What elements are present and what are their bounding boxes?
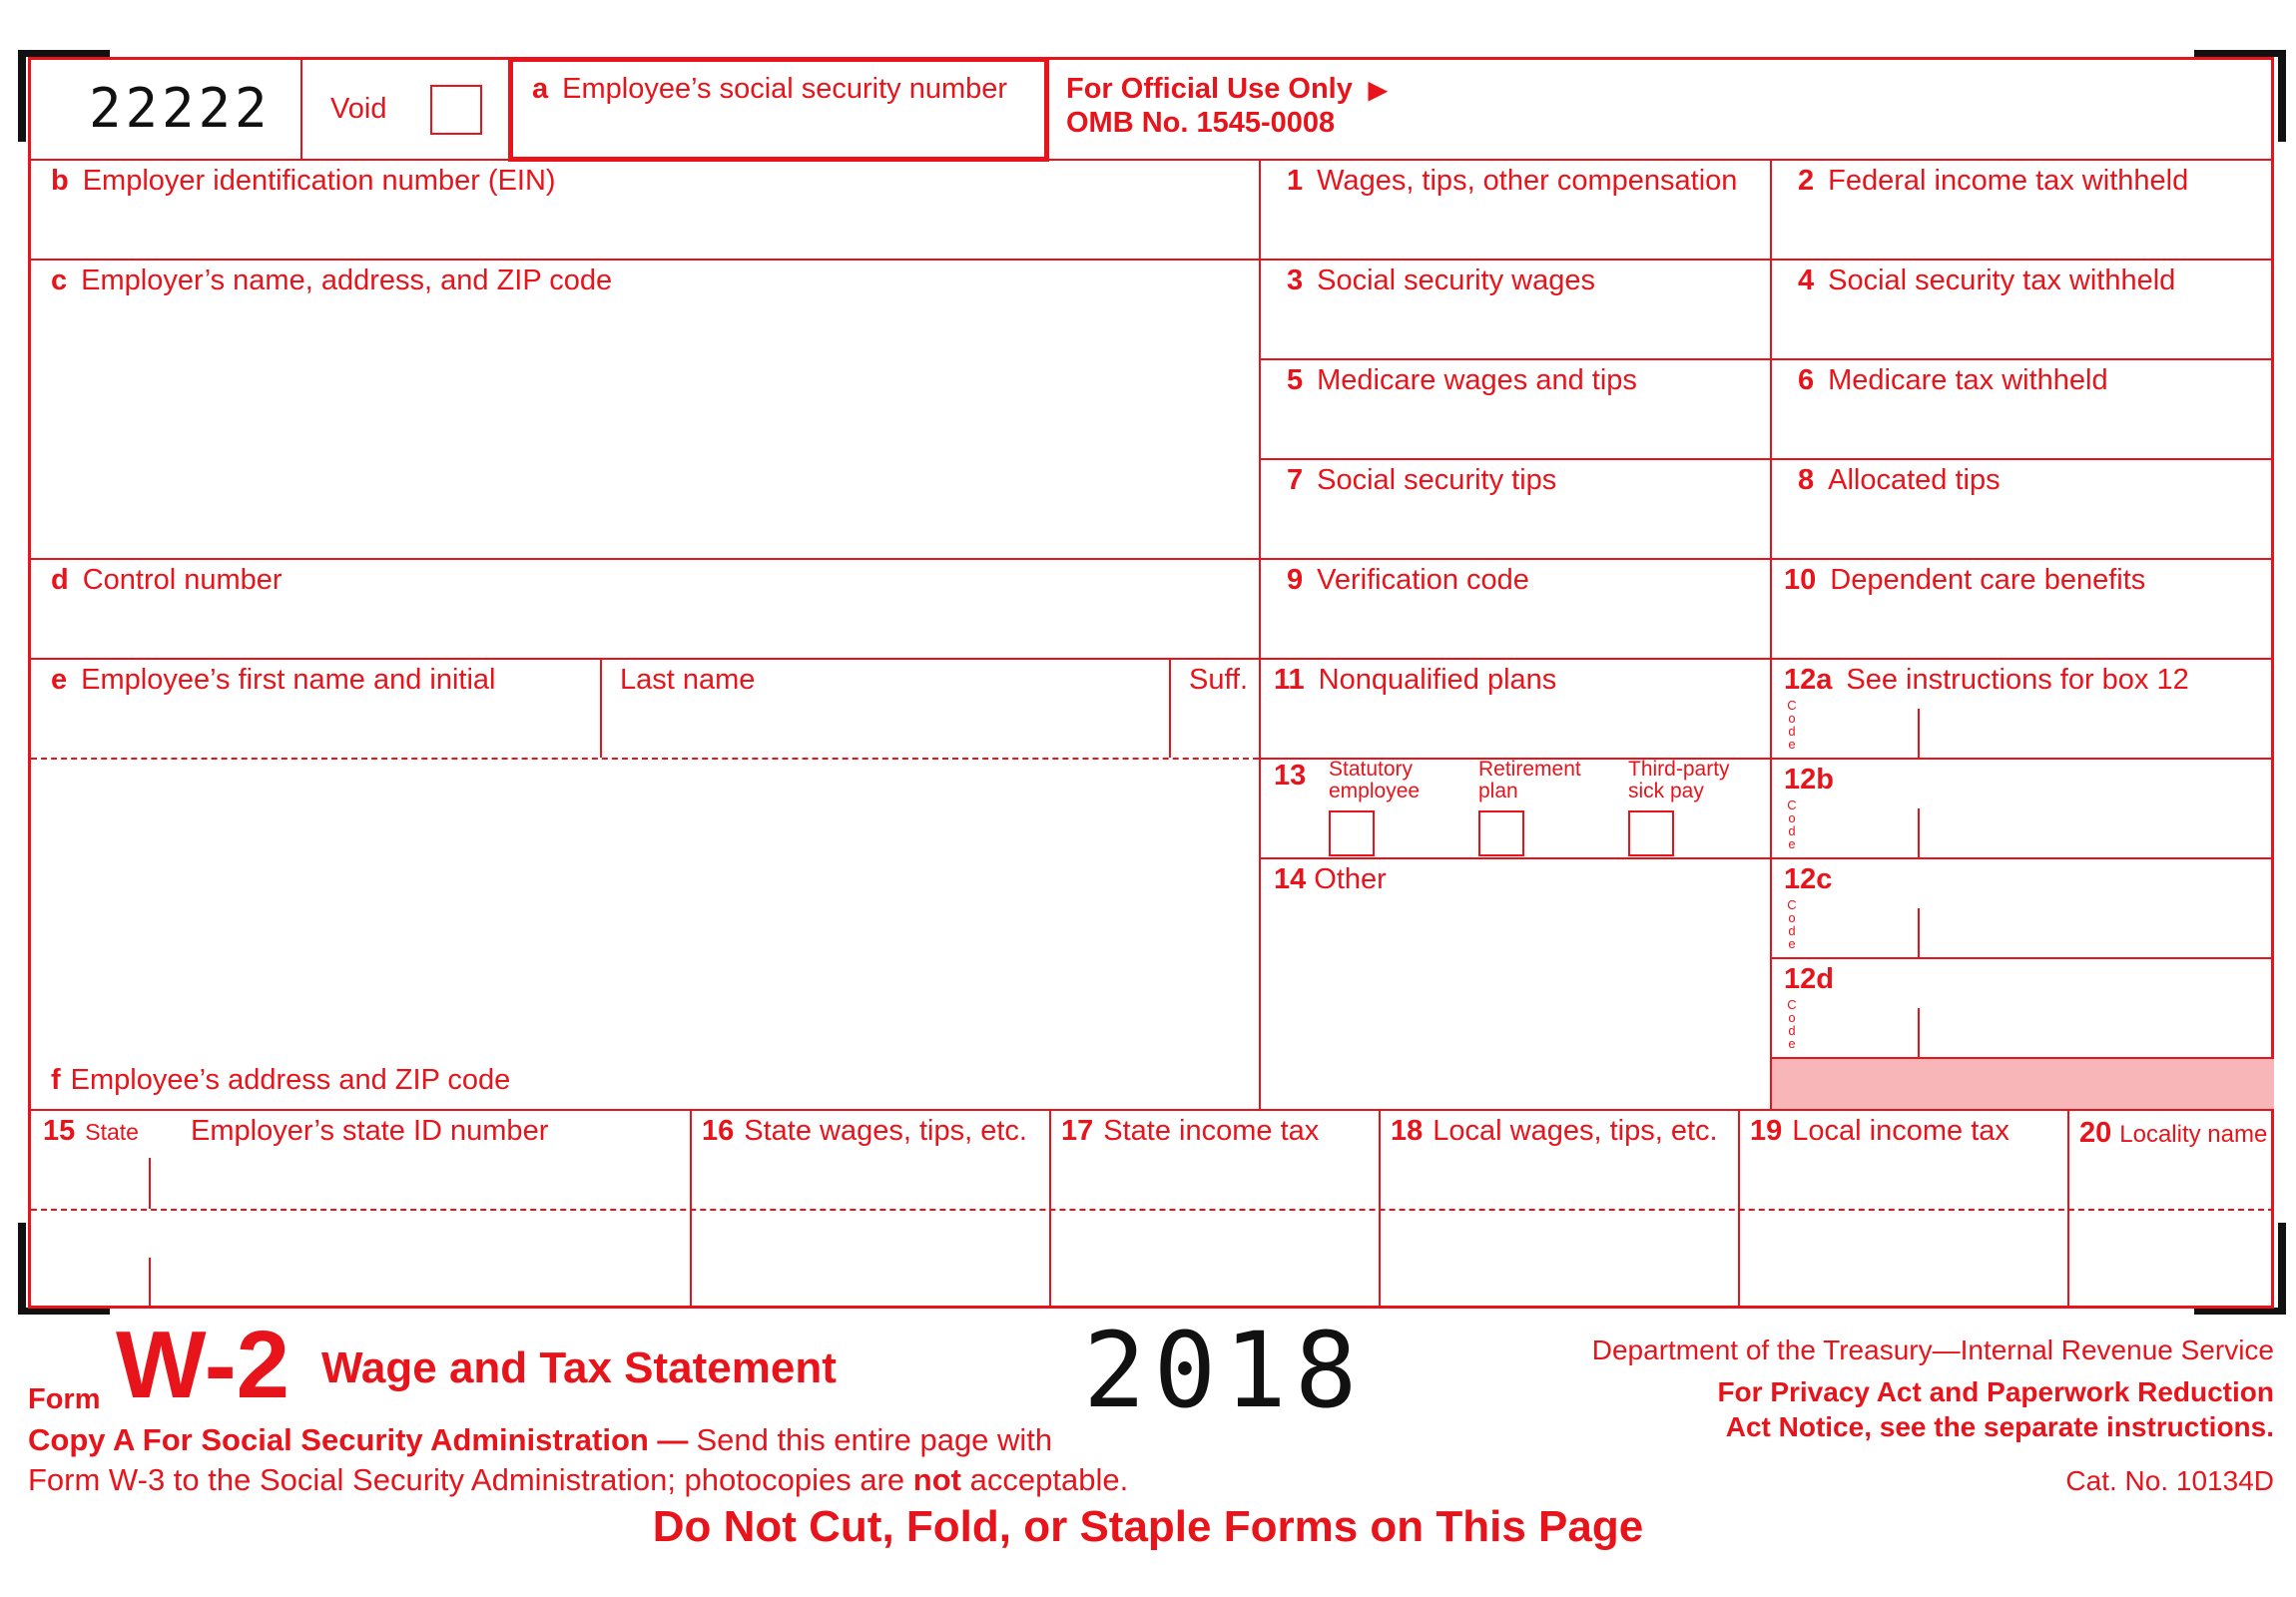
do-not-cut-warning: Do Not Cut, Fold, or Staple Forms on This Page [652,1502,1644,1551]
box-19-label: 19 Local income tax [1750,1115,2009,1147]
box-2-label: 2 Federal income tax withheld [1798,165,2189,197]
box-12d-label: 12d [1784,963,1834,995]
void-checkbox[interactable] [430,85,482,135]
box-14-label: 14 Other [1274,863,1387,895]
form-code: 22222 [89,77,272,140]
third-party-sick-pay-checkbox[interactable] [1628,810,1674,856]
shaded-box [1770,1058,2274,1110]
box-10-label: 10 Dependent care benefits [1784,564,2146,596]
crop-mark-top-right [2278,50,2286,142]
box-b-label: b Employer identification number (EIN) [51,165,556,197]
statutory-employee-checkbox[interactable] [1329,810,1375,856]
crop-mark-top-left [18,50,26,142]
box-11-label: 11 Nonqualified plans [1274,664,1557,696]
crop-mark-bottom-left-h [18,1308,110,1315]
box-7-label: 7 Social security tips [1287,464,1557,496]
void-label: Void [330,93,387,125]
box-15-label: 15 State [43,1115,139,1147]
catalog-number: Cat. No. 10134D [2065,1465,2274,1496]
box-18-label: 18 Local wages, tips, etc. [1391,1115,1718,1147]
box-20-label: 20 Locality name [2079,1117,2268,1149]
box-9-label: 9 Verification code [1287,564,1529,596]
box-5-label: 5 Medicare wages and tips [1287,364,1637,396]
box-4-label: 4 Social security tax withheld [1798,265,2176,296]
employer-state-id-label: Employer’s state ID number [191,1115,549,1147]
crop-mark-bottom-right-h [2194,1308,2286,1315]
code-label-12d: Code [1787,997,1797,1051]
crop-mark-bottom-right [2278,1223,2286,1315]
tax-year: 2018 [1083,1310,1366,1431]
copy-a-line: Copy A For Social Security Administration — Send this entire page with [28,1422,1053,1457]
box-12c-label: 12c [1784,863,1833,895]
omb-number: OMB No. 1545-0008 [1066,107,1336,139]
box-16-label: 16 State wages, tips, etc. [702,1115,1027,1147]
box-a-letter: a [532,73,549,105]
copy-a-line-2: Form W-3 to the Social Security Administration; photocopies are not acceptable. [28,1462,1129,1497]
box-e-label: e Employee’s first name and initial [51,664,496,696]
code-label-12c: Code [1787,897,1797,951]
crop-mark-top-right-h [2194,50,2286,57]
privacy-notice-1: For Privacy Act and Paperwork Reduction [1717,1376,2274,1407]
w2-form [28,57,2274,1309]
code-label-12b: Code [1787,798,1797,851]
crop-mark-bottom-left [18,1223,26,1315]
box-f-label: f Employee’s address and ZIP code [51,1064,511,1096]
third-party-sick-pay-label: Third-party sick pay [1628,758,1730,802]
box-6-label: 6 Medicare tax withheld [1798,364,2108,396]
box-8-label: 8 Allocated tips [1798,464,2001,496]
department-text: Department of the Treasury—Internal Revenue Service [1591,1334,2274,1365]
form-word: Form [28,1383,101,1415]
last-name-label: Last name [620,664,756,696]
box-3-label: 3 Social security wages [1287,265,1595,296]
box-d-label: d Control number [51,564,283,596]
code-label-12a: Code [1787,698,1797,752]
box-17-label: 17 State income tax [1061,1115,1320,1147]
ssn-label: Employee’s social security number [562,73,1008,105]
box-12b-label: 12b [1784,764,1834,796]
privacy-notice-2: Act Notice, see the separate instructions. [1725,1411,2274,1442]
crop-mark-top-left-h [18,50,110,57]
box-c-label: c Employer’s name, address, and ZIP code [51,265,613,296]
statutory-employee-label: Statutory employee [1329,758,1421,802]
box-12a-label: 12a See instructions for box 12 [1784,664,2189,696]
retirement-plan-checkbox[interactable] [1478,810,1524,856]
arrow-right-icon: ▶ [1368,77,1388,104]
form-name-w2: W-2 [116,1312,290,1418]
box-13-label: 13 [1274,760,1307,792]
official-use-text: For Official Use Only ▶ [1066,73,1388,105]
form-title: Wage and Tax Statement [321,1343,837,1392]
retirement-plan-label: Retirement plan [1478,758,1581,802]
suffix-label: Suff. [1189,664,1249,696]
box-1-label: 1 Wages, tips, other compensation [1287,165,1738,197]
